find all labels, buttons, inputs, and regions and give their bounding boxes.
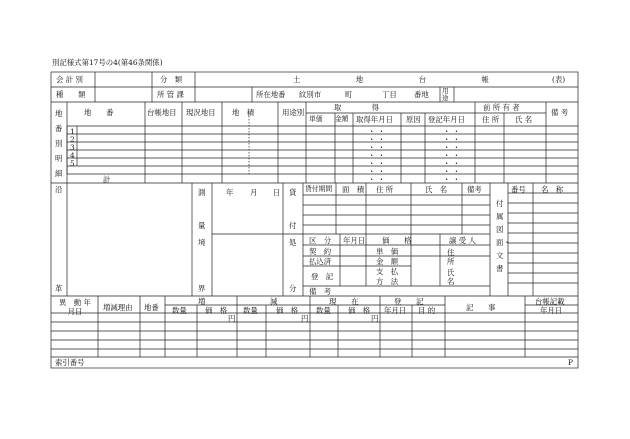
decrease-qty-label: 数量 — [243, 306, 258, 315]
increase-label: 増 — [198, 297, 206, 306]
disposal-tanka: 単 価 — [376, 247, 399, 256]
registration-label: 登 記 — [394, 297, 424, 306]
front-side-marker: (表) — [552, 75, 566, 84]
attached-col-number: 番号 — [511, 185, 526, 194]
form-caption: 別記様式第17号の4(第46条関係) — [52, 58, 163, 67]
decrease-yen: 円 — [301, 314, 309, 323]
kyokai-label-2: 界 — [198, 284, 206, 293]
col-genkyo: 現況地目 — [186, 108, 216, 117]
col-biko: 備 考 — [551, 108, 569, 117]
reg-date-dots: ・ ・ — [443, 135, 461, 144]
increase-qty-label: 数量 — [172, 306, 187, 315]
lease-col-address: 住 所 — [376, 185, 394, 194]
banchi-label: 番地 — [414, 90, 429, 99]
machi-label: 町 — [345, 90, 353, 99]
disposal-kakaku: 価 格 — [382, 236, 412, 245]
col-chiban: 地 番 — [84, 108, 114, 117]
chiban-betsu-label: 地 番 別 明 細 — [55, 109, 63, 178]
shokan-label: 所 管 課 — [157, 90, 184, 99]
acq-date-dots: ・ ・ — [368, 135, 386, 144]
enkaku-bottom-label: 革 — [55, 284, 63, 293]
row-number: 1 — [70, 127, 75, 136]
reg-date-dots: ・ ・ — [443, 159, 461, 168]
disposal-shimei: 氏名 — [447, 268, 455, 286]
col-tanka: 単価 — [309, 115, 323, 123]
chiban-label: 地番 — [144, 303, 159, 312]
disposal-shiharai: 支 払 — [376, 267, 399, 276]
page-marker: P — [568, 358, 573, 367]
idou-date-label: 異 動 年月日 — [59, 298, 91, 316]
sokuryo-label-2: 量 — [198, 221, 206, 230]
kashitsuke-label-2: 付 — [289, 221, 297, 230]
col-yotobetsu: 用途別 — [282, 108, 305, 117]
enkaku-top-label: 沿 — [55, 185, 63, 194]
lease-col-period: 貸付期間 — [305, 185, 333, 193]
current-yen: 円 — [371, 314, 379, 323]
remarks-label: 記 事 — [466, 303, 496, 312]
disposal-date: 年月日 — [343, 236, 366, 245]
lease-col-note: 備考 — [467, 185, 482, 194]
ledger-title: 土 地 台 帳 — [293, 75, 513, 84]
reg-date-dots: ・ ・ — [443, 143, 461, 152]
decrease-label: 減 — [270, 297, 278, 306]
disposal-houhou: 方 法 — [376, 277, 399, 286]
acq-date-dots: ・ ・ — [368, 151, 386, 160]
col-jusho: 住 所 — [482, 115, 500, 124]
chome-label: 丁目 — [382, 90, 397, 99]
disposal-jusho: 住所 — [447, 248, 455, 266]
reason-label: 増減理由 — [103, 303, 133, 312]
col-shimei: 氏 名 — [515, 115, 533, 124]
sokuryo-label-1: 測 — [198, 188, 206, 197]
current-price-label: 価 格 — [348, 306, 371, 315]
decrease-price-label: 価 格 — [276, 306, 299, 315]
acq-date-dots: ・ ・ — [368, 167, 386, 176]
registration-date-label: 年月日 — [384, 306, 407, 315]
yoto-label: 用途 — [442, 87, 449, 102]
disposal-biko: 備 考 — [309, 287, 332, 296]
ledger-entry-label: 台帳記載 — [535, 297, 565, 306]
city-name: 紋別市 — [299, 90, 322, 99]
shobun-label-1: 処 — [289, 238, 297, 247]
current-qty-label: 数量 — [316, 306, 331, 315]
reg-date-dots: ・ ・ — [443, 151, 461, 160]
nen-label: 年 — [226, 188, 234, 197]
disposal-kingaku: 金 額 — [376, 257, 399, 266]
kaikei-label: 会 計 別 — [56, 75, 83, 84]
shurui-label: 種 類 — [56, 90, 86, 99]
col-shutoku: 取 得 — [334, 103, 381, 112]
col-chiseki: 地 積 — [232, 108, 255, 117]
lease-col-area: 面 積 — [342, 185, 365, 194]
col-genin: 原因 — [406, 115, 421, 124]
attached-col-name: 名 称 — [541, 185, 564, 194]
col-toki-date: 登記年月日 — [428, 115, 465, 124]
kashitsuke-label-1: 貸 — [289, 188, 297, 197]
kyokai-label-1: 境 — [198, 238, 206, 247]
disposal-haraikomi: 払込済 — [309, 257, 332, 266]
acq-date-dots: ・ ・ — [368, 143, 386, 152]
attached-docs-label: 付属図面・文書 — [496, 199, 511, 273]
col-daicho: 台帳地目 — [147, 108, 177, 117]
hi-label: 日 — [273, 188, 281, 197]
row-number: 3 — [70, 143, 75, 152]
reg-date-dots: ・ ・ — [443, 175, 461, 184]
lease-col-name: 氏 名 — [425, 185, 448, 194]
ledger-date-label: 年月日 — [540, 306, 563, 315]
acq-date-dots: ・ ・ — [368, 175, 386, 184]
col-shutoku-date: 取得年月日 — [356, 115, 393, 124]
registration-purpose-label: 目 的 — [418, 306, 436, 315]
shobun-label-2: 分 — [289, 284, 297, 293]
location-label: 所在地番 — [256, 90, 286, 99]
acq-date-dots: ・ ・ — [368, 127, 386, 136]
increase-price-label: 価 格 — [205, 306, 228, 315]
disposal-keiyaku: 契 約 — [309, 247, 332, 256]
index-number-label: 索引番号 — [55, 358, 85, 367]
col-zen-shoyusha: 前 所 有 者 — [483, 103, 520, 112]
disposal-jouju: 譲 受 人 — [449, 236, 476, 245]
current-label: 現 在 — [329, 297, 359, 306]
disposal-kubun: 区 分 — [309, 236, 332, 245]
tsuki-label: 月 — [250, 188, 258, 197]
reg-date-dots: ・ ・ — [443, 167, 461, 176]
col-kingaku: 金額 — [335, 115, 349, 123]
acq-date-dots: ・ ・ — [368, 159, 386, 168]
bunrui-label: 分 類 — [160, 75, 183, 84]
row-number: 2 — [70, 135, 75, 144]
reg-date-dots: ・ ・ — [443, 127, 461, 136]
row-number: 5 — [70, 159, 75, 168]
increase-yen: 円 — [228, 314, 236, 323]
total-label: 計 — [103, 175, 111, 184]
disposal-touki: 登 記 — [311, 272, 334, 281]
row-number: 4 — [70, 151, 75, 160]
